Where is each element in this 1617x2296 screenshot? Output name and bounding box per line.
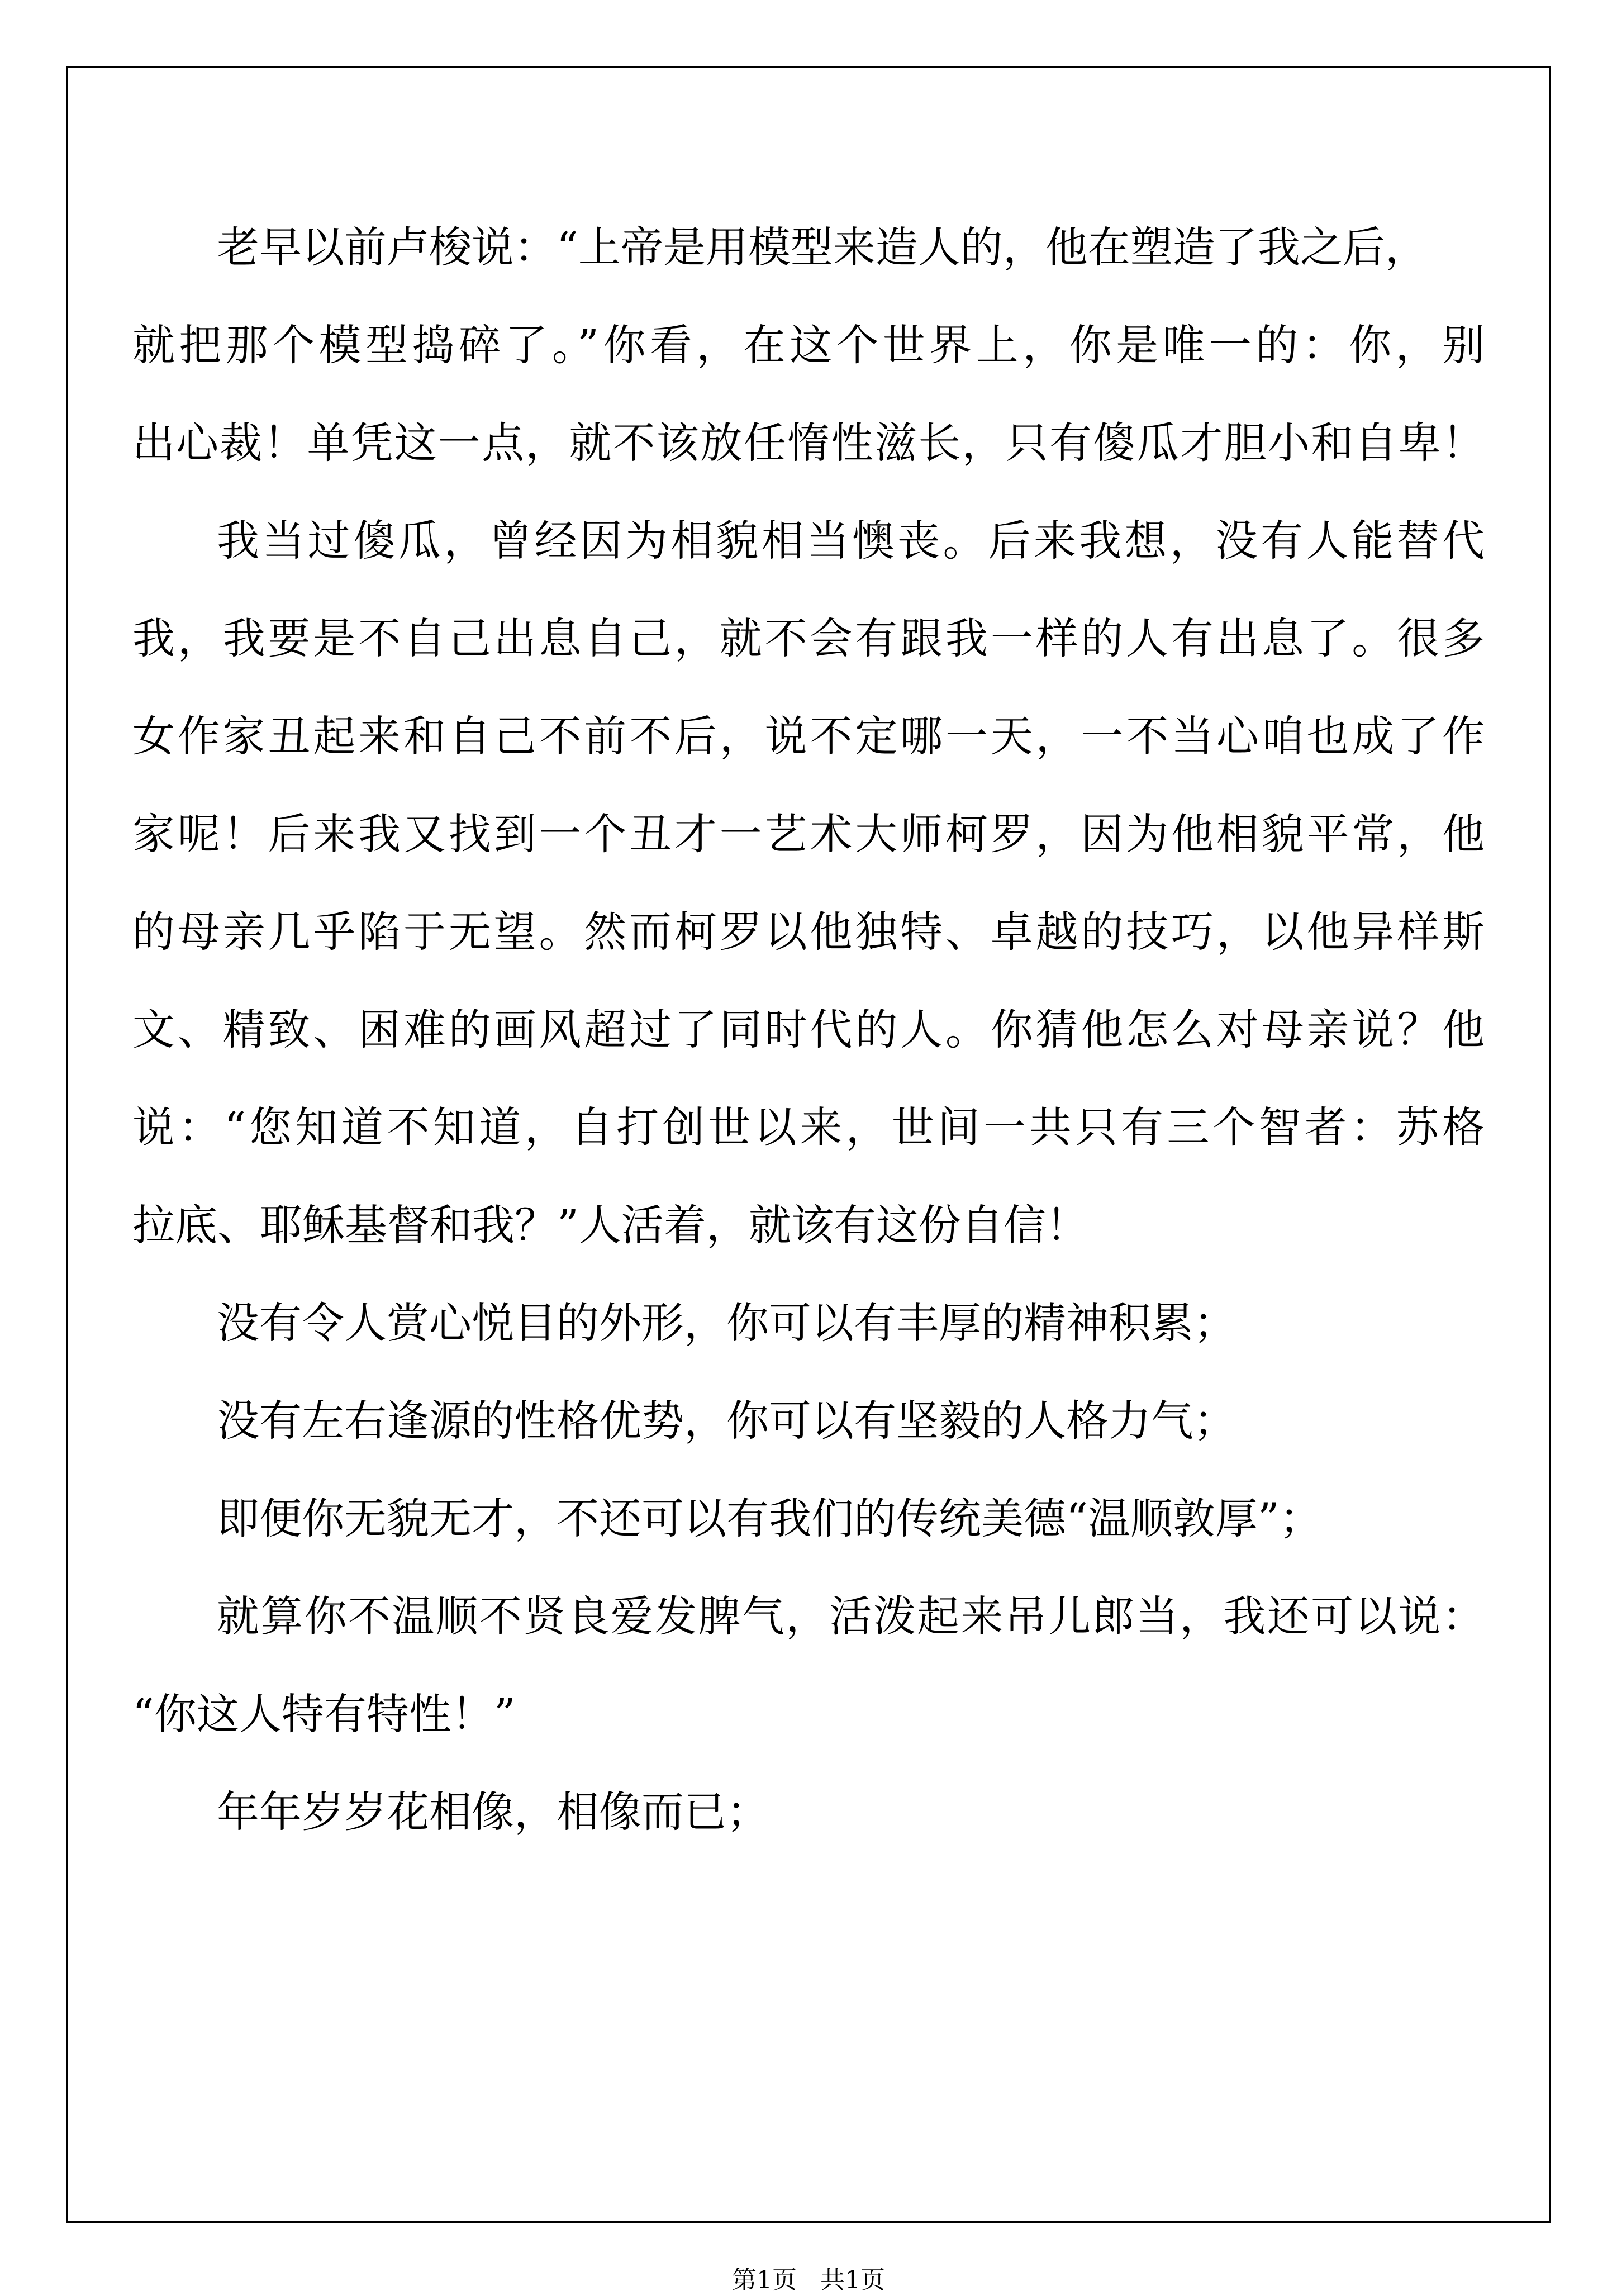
page-total: 共1页 <box>820 2266 885 2294</box>
paragraph-line: 我当过傻瓜，曾经因为相貌相当懊丧。后来我想，没有人能替代 <box>217 516 1485 565</box>
page-footer <box>0 2265 1617 2296</box>
paragraph-line: 的母亲几乎陷于无望。然而柯罗以他独特、卓越的技巧，以他异样斯 <box>132 907 1485 957</box>
paragraph-line: 没有令人赏心悦目的外形，你可以有丰厚的精神积累； <box>217 1298 1236 1348</box>
paragraph-line: “你这人特有特性！” <box>132 1689 516 1739</box>
paragraph-line: 说：“您知道不知道，自打创世以来，世间一共只有三个智者：苏格 <box>132 1102 1485 1152</box>
paragraph-line: 老早以前卢梭说：“上帝是用模型来造人的，他在塑造了我之后， <box>217 222 1428 272</box>
paragraph-line: 年年岁岁花相像，相像而已； <box>217 1787 769 1837</box>
page-number: 第1页 <box>732 2266 797 2294</box>
paragraph-line: 就把那个模型捣碎了。”你看，在这个世界上，你是唯一的：你，别 <box>132 320 1485 370</box>
paragraph-line: 女作家丑起来和自己不前不后，说不定哪一天，一不当心咱也成了作 <box>132 711 1485 761</box>
paragraph-line: 拉底、耶稣基督和我？”人活着，就该有这份自信！ <box>132 1200 1088 1250</box>
paragraph-line: 出心裁！单凭这一点，就不该放任惰性滋长，只有傻瓜才胆小和自卑！ <box>132 418 1485 468</box>
paragraph-line: 我，我要是不自己出息自己，就不会有跟我一样的人有出息了。很多 <box>132 614 1485 663</box>
paragraph-line: 没有左右逢源的性格优势，你可以有坚毅的人格力气； <box>217 1396 1236 1446</box>
paragraph-line: 家呢！后来我又找到一个丑才一艺术大师柯罗，因为他相貌平常，他 <box>132 809 1485 859</box>
paragraph-line: 即便你无貌无才，不还可以有我们的传统美德“温顺敦厚”； <box>217 1494 1322 1543</box>
paragraph-line: 就算你不温顺不贤良爱发脾气，活泼起来吊儿郎当，我还可以说： <box>217 1591 1485 1641</box>
paragraph-line: 文、精致、困难的画风超过了同时代的人。你猜他怎么对母亲说？他 <box>132 1005 1485 1054</box>
